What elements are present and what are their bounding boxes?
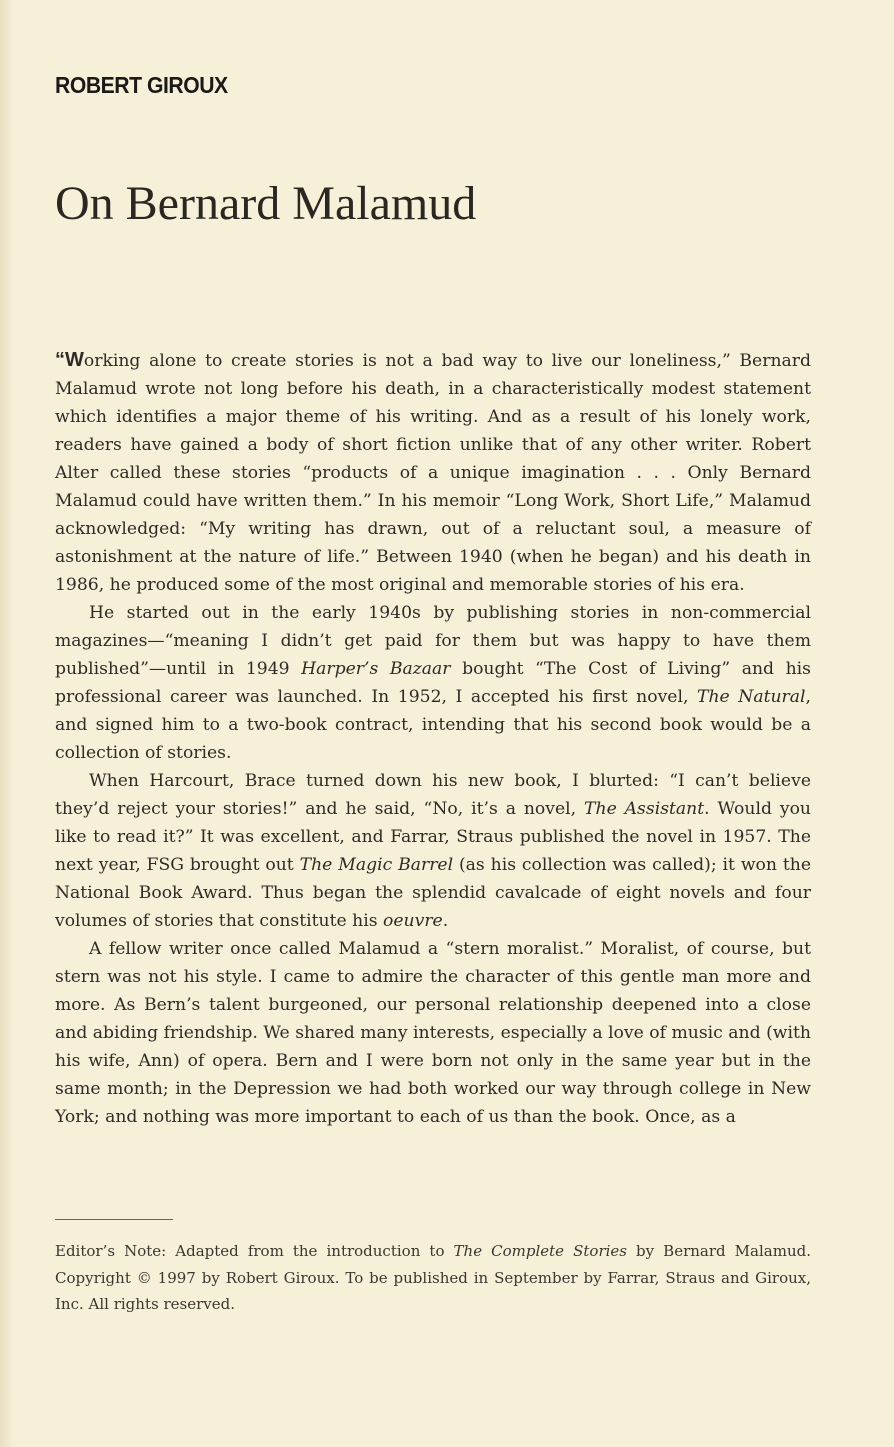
footnote-divider <box>55 1219 173 1220</box>
word-oeuvre: oeuvre <box>383 911 443 931</box>
title-the-complete-stories: The Complete Stories <box>453 1242 627 1260</box>
paragraph-2 <box>55 599 811 767</box>
title-the-natural: The Natural <box>697 687 806 707</box>
paragraph-2-text-a: He started out in the early 1940s by publishing stories in non-commercial magazines—“meaning I didn’t get paid for them but was happy to have them published”—until in 1949 <box>55 603 811 679</box>
paragraph-1-text: orking alone to create stories is not a bad way to live our loneliness,” Bernard Malamud wrote not long before his death, in a characteristically modest statement which identifies a major theme of his writing. And as a result of his lonely work, readers have gained a body of short fiction unlike that of any other writer. Robert Alter called these stories “products of a unique imagination . . . Only Bernard Malamud could have written them.” In his memoir “Long Work, Short Life,” Malamud acknowledged: “My writing has drawn, out of a reluctant soul, a measure of astonishment at the nature of life.” Between 1940 (when he began) and his death in 1986, he produced some of the most original and memorable stories of his era. <box>55 351 811 595</box>
editors-note <box>55 1238 811 1318</box>
paragraph-2-text-b: bought “The Cost of Living” and his professional career was launched. In 1952, I accepted his first novel, <box>55 659 812 707</box>
title-the-magic-barrel: The Magic Barrel <box>299 855 454 875</box>
paragraph-3-text-a: When Harcourt, Brace turned down his new book, I blurted: “I can’t believe they’d reject your stories!” and he said, “No, it’s a novel, <box>55 771 811 819</box>
author-name: ROBERT GIROUX <box>55 72 228 98</box>
paragraph-4-text: A fellow writer once called Malamud a “stern moralist.” Moralist, of course, but stern was not his style. I came to admire the character of this gentle man more and more. As Bern’s talent burgeoned, our personal relationship deepened into a close and abiding friendship. We shared many interests, especially a love of music and (with his wife, Ann) of opera. Bern and I were born not only in the same year but in the same month; in the Depression we had both worked our way through college in New York; and nothing was more important to each of us than the book. Once, as a <box>55 939 811 1127</box>
title-harpers-bazaar: Harper’s Bazaar <box>301 659 451 679</box>
editors-note-text-b: by Bernard Malamud. Copyright © 1997 by Robert Giroux. To be published in September by Farrar, Straus and Giroux, Inc. All rights reserved. <box>55 1242 811 1313</box>
title-the-assistant: The Assistant <box>584 799 705 819</box>
article-body <box>55 346 811 1131</box>
article-title: On Bernard Malamud <box>55 177 477 230</box>
paragraph-3 <box>55 767 811 935</box>
paragraph-2-text-c: , and signed him to a two-book contract, intending that his second book would be a collection of stories. <box>55 687 811 763</box>
page-edge-shadow <box>0 0 14 1447</box>
paragraph-3-text-b: . Would you like to read it?” It was excellent, and Farrar, Straus published the novel in 1957. The next year, FSG brought out <box>55 799 811 875</box>
paragraph-1 <box>55 346 811 599</box>
editors-note-text-a: Editor’s Note: Adapted from the introduction to <box>55 1242 454 1260</box>
paragraph-3-text-c: (as his collection was called); it won the National Book Award. Thus began the splendid cavalcade of eight novels and four volumes of stories that constitute his <box>55 855 811 931</box>
drop-cap: “W <box>55 349 84 371</box>
paragraph-3-text-d: . <box>442 911 449 931</box>
paragraph-4 <box>55 935 811 1131</box>
